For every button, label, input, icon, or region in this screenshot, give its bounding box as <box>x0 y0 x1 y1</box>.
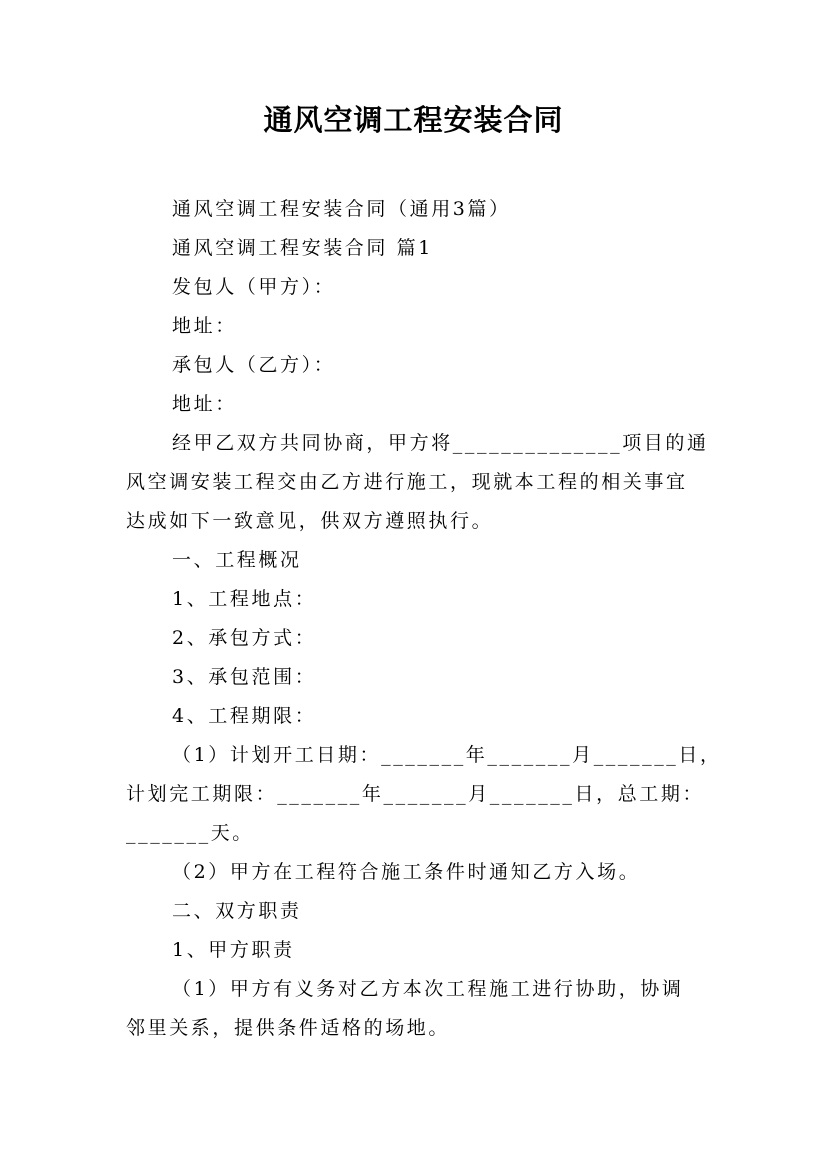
list-item-location: 1、工程地点： <box>172 588 317 610</box>
paragraph-line: （1）甲方有义务对乙方本次工程施工进行协助，协调 <box>172 978 684 1000</box>
document-title: 通风空调工程安装合同 <box>263 103 564 137</box>
paragraph-line: 邻里关系，提供条件适格的场地。 <box>126 1017 451 1039</box>
party-a-address-label: 地址： <box>172 315 237 337</box>
paragraph-line: 达成如下一致意见，供双方遵照执行。 <box>126 510 494 532</box>
section-heading-overview: 一、工程概况 <box>172 549 302 571</box>
paragraph-line: 风空调安装工程交由乙方进行施工，现就本工程的相关事宜 <box>126 471 688 493</box>
document-subtitle: 通风空调工程安装合同（通用3篇） <box>172 198 511 220</box>
party-b-label: 承包人（乙方）： <box>172 354 336 376</box>
party-a-label: 发包人（甲方）： <box>172 276 336 298</box>
subsection-heading-party-a-duties: 1、甲方职责 <box>172 939 295 961</box>
paragraph-line: （1）计划开工日期：_______年_______月_______日， <box>172 744 722 766</box>
paragraph-line: 计划完工期限：_______年_______月_______日，总工期： <box>126 783 705 805</box>
list-item-scope: 3、承包范围： <box>172 666 317 688</box>
paragraph-line: 经甲乙双方共同协商，甲方将______________项目的通 <box>172 432 709 454</box>
list-item-contract-mode: 2、承包方式： <box>172 627 317 649</box>
paragraph-line: （2）甲方在工程符合施工条件时通知乙方入场。 <box>172 861 641 883</box>
paragraph-line: _______天。 <box>126 822 254 844</box>
list-item-duration: 4、工程期限： <box>172 705 317 727</box>
section-heading-duties: 二、双方职责 <box>172 900 302 922</box>
section-heading-part1: 通风空调工程安装合同 篇1 <box>172 237 433 259</box>
party-b-address-label: 地址： <box>172 393 237 415</box>
document-body <box>126 190 722 1048</box>
